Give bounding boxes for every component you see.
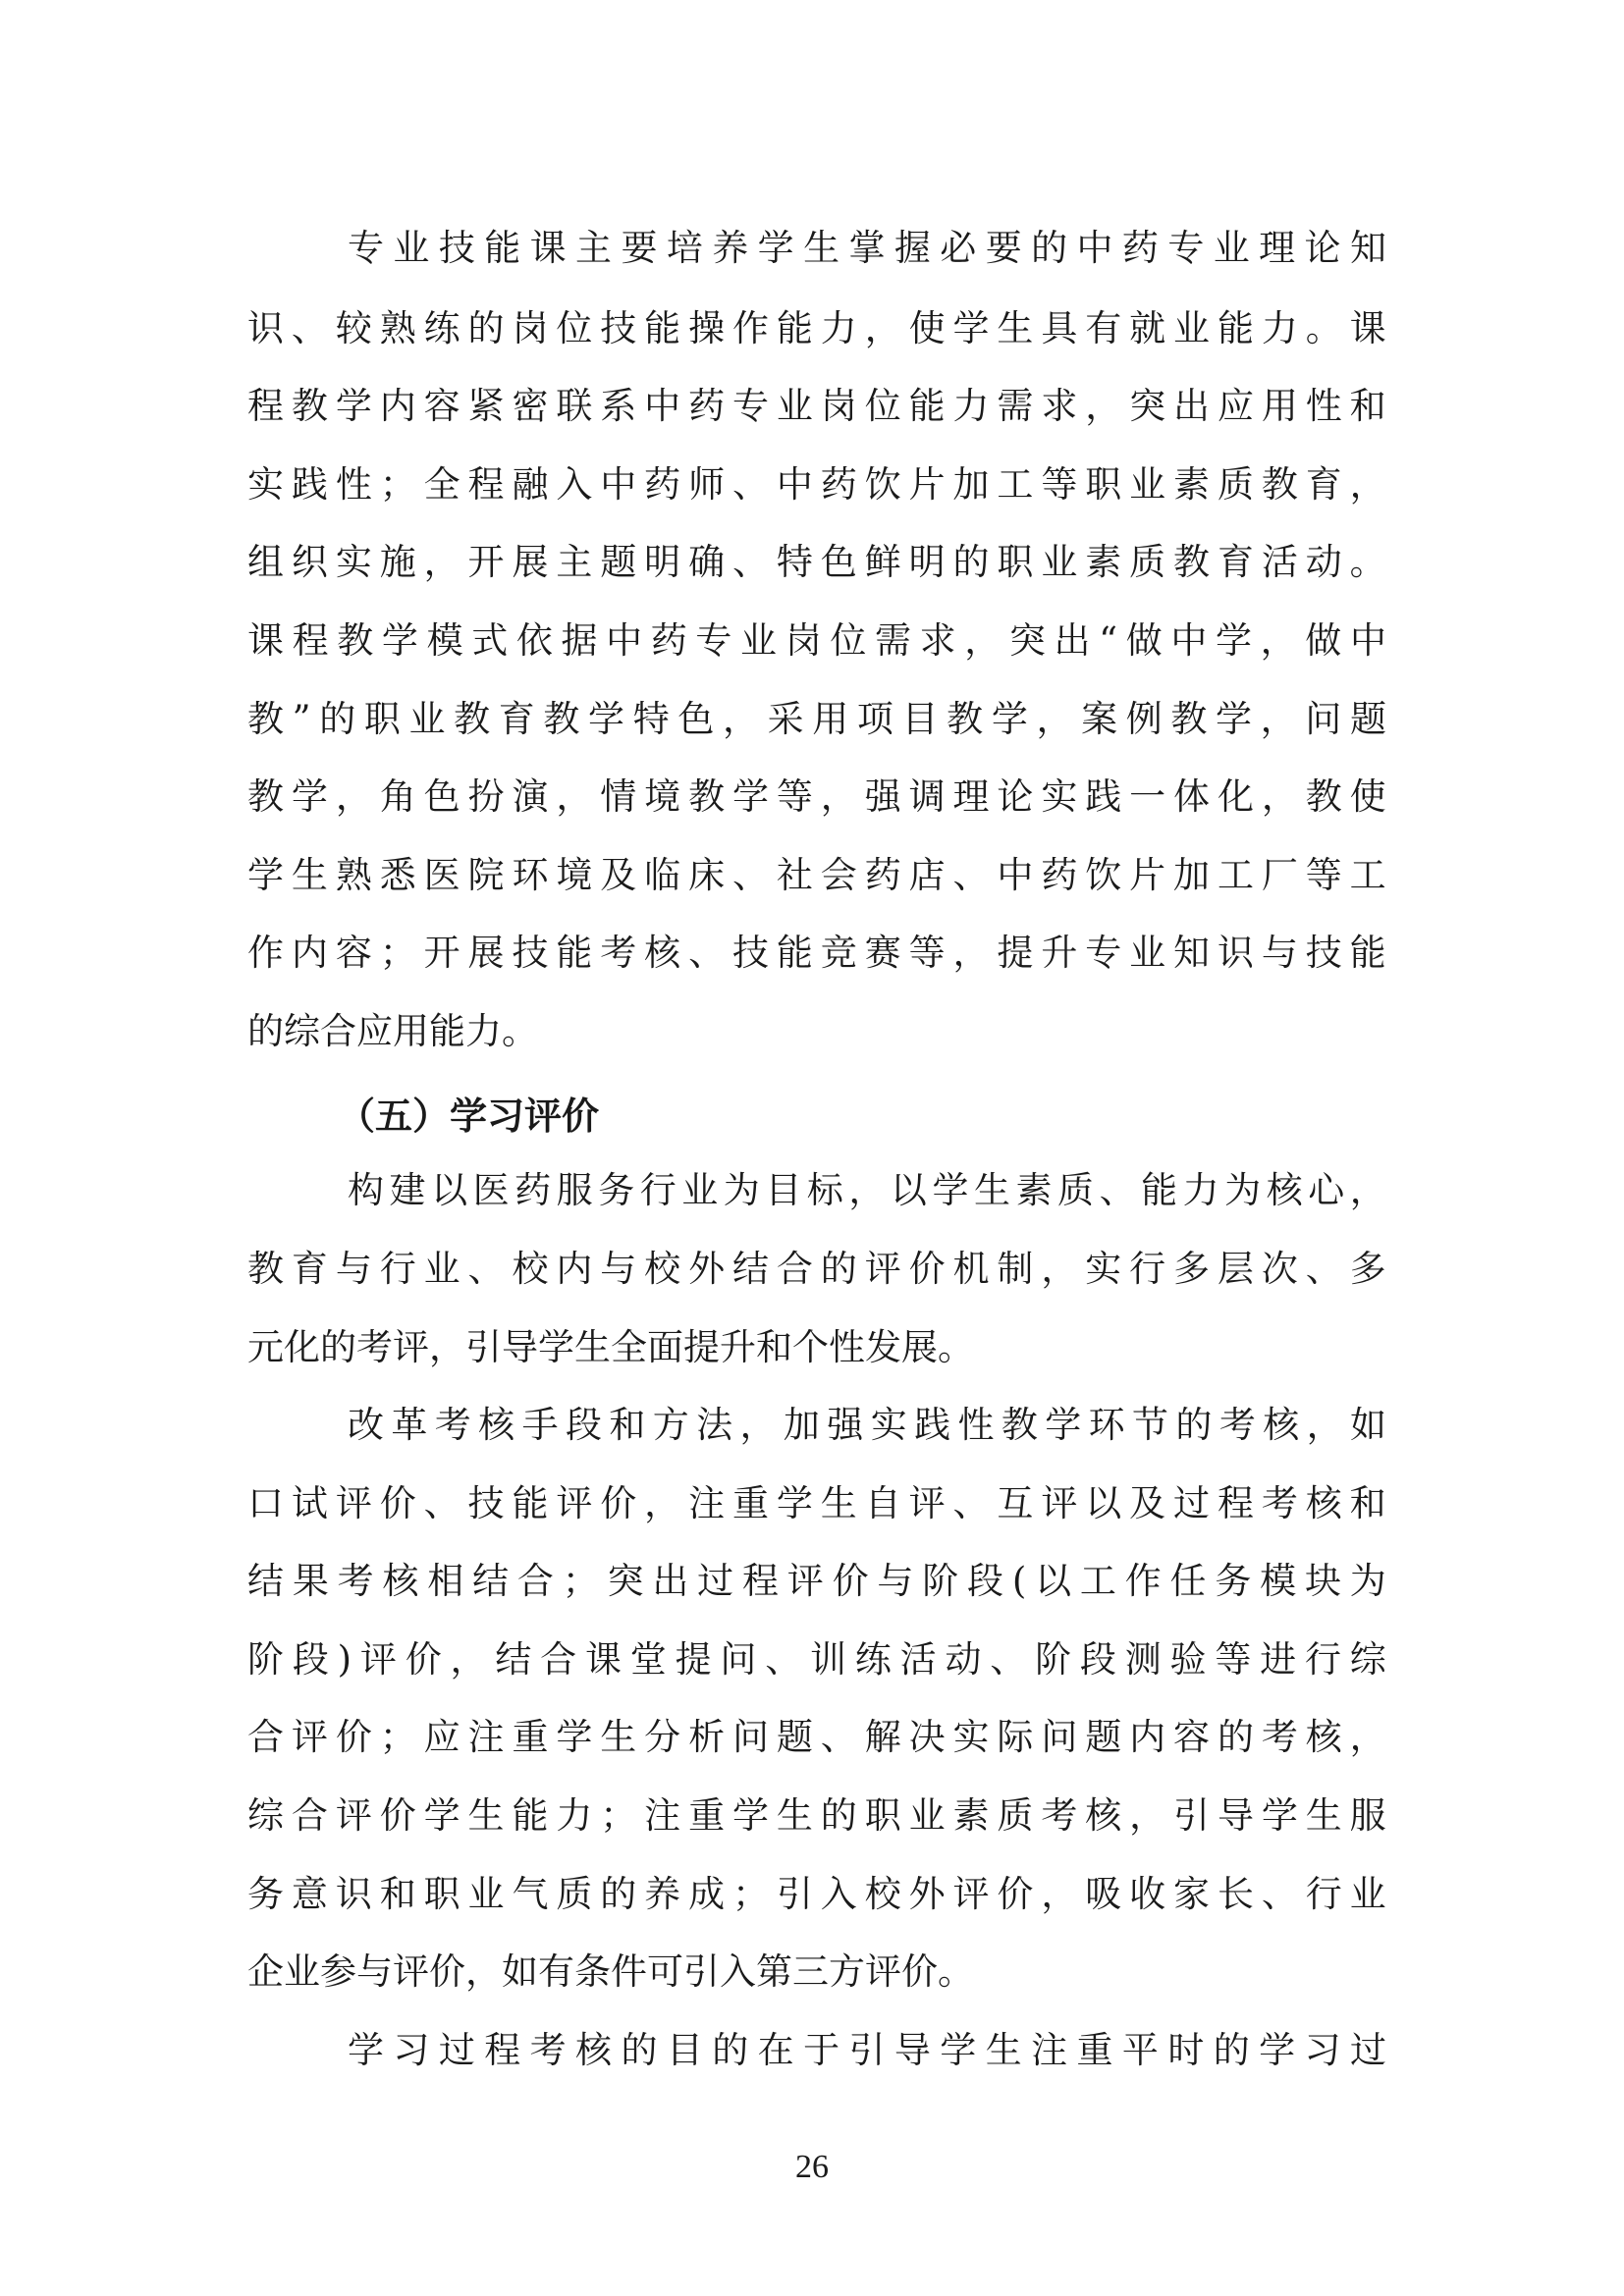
- text-line: 学 生 熟 悉 医 院 环 境 及 临 床 、 社 会 药 店 、 中 药 饮 片 加 工 厂 等 工: [247, 854, 1386, 896]
- text-line: 识 、 较 熟 练 的 岗 位 技 能 操 作 能 力 ， 使 学 生 具 有 就 业 能 力 。 课: [247, 307, 1386, 349]
- page-number: 26: [795, 2149, 829, 2185]
- section-heading: （五）学习评价: [338, 1095, 600, 1138]
- text-line: 合 评 价 ； 应 注 重 学 生 分 析 问 题 、 解 决 实 际 问 题 内 容 的 考 核 ，: [247, 1716, 1386, 1758]
- text-line: 组 织 实 施 ， 开 展 主 题 明 确 、 特 色 鲜 明 的 职 业 素 质 教 育 活 动 。: [247, 541, 1386, 583]
- text-line: 口 试 评 价 、 技 能 评 价 ， 注 重 学 生 自 评 、 互 评 以 及 过 程 考 核 和: [247, 1482, 1386, 1524]
- text-line: 课 程 教 学 模 式 依 据 中 药 专 业 岗 位 需 求 ， 突 出 “ 做 中 学 ， 做 中: [247, 619, 1386, 662]
- text-line: 构 建 以 医 药 服 务 行 业 为 目 标 ， 以 学 生 素 质 、 能 力 为 核 心 ，: [348, 1169, 1386, 1211]
- text-line: 程 教 学 内 容 紧 密 联 系 中 药 专 业 岗 位 能 力 需 求 ， 突 出 应 用 性 和: [247, 385, 1386, 427]
- text-line: 的综合应用能力。: [247, 1010, 538, 1052]
- text-line: 作 内 容 ； 开 展 技 能 考 核 、 技 能 竞 赛 等 ， 提 升 专 业 知 识 与 技 能: [247, 932, 1386, 974]
- text-line: 务 意 识 和 职 业 气 质 的 养 成 ； 引 入 校 外 评 价 ， 吸 收 家 长 、 行 业: [247, 1873, 1386, 1915]
- text-line: 专 业 技 能 课 主 要 培 养 学 生 掌 握 必 要 的 中 药 专 业 理 论 知: [348, 227, 1386, 269]
- text-line: 阶 段 ) 评 价 ， 结 合 课 堂 提 问 、 训 练 活 动 、 阶 段 测 验 等 进 行 综: [247, 1638, 1386, 1681]
- text-line: 综 合 评 价 学 生 能 力 ； 注 重 学 生 的 职 业 素 质 考 核 ， 引 导 学 生 服: [247, 1794, 1386, 1837]
- text-line: 学 习 过 程 考 核 的 目 的 在 于 引 导 学 生 注 重 平 时 的 学 习 过: [348, 2029, 1386, 2071]
- text-line: 元化的考评，引导学生全面提升和个性发展。: [247, 1326, 974, 1368]
- text-line: 教 学 ， 角 色 扮 演 ， 情 境 教 学 等 ， 强 调 理 论 实 践 一 体 化 ， 教 使: [247, 775, 1386, 818]
- text-line: 改 革 考 核 手 段 和 方 法 ， 加 强 实 践 性 教 学 环 节 的 考 核 ， 如: [348, 1404, 1386, 1446]
- text-line: 结 果 考 核 相 结 合 ； 突 出 过 程 评 价 与 阶 段 ( 以 工 作 任 务 模 块 为: [247, 1560, 1386, 1602]
- text-line: 企业参与评价，如有条件可引入第三方评价。: [247, 1950, 974, 1993]
- text-line: 实 践 性 ； 全 程 融 入 中 药 师 、 中 药 饮 片 加 工 等 职 业 素 质 教 育 ，: [247, 463, 1386, 506]
- text-line: 教 ” 的 职 业 教 育 教 学 特 色 ， 采 用 项 目 教 学 ， 案 例 教 学 ， 问 题: [247, 698, 1386, 740]
- text-line: 教 育 与 行 业 、 校 内 与 校 外 结 合 的 评 价 机 制 ， 实 行 多 层 次 、 多: [247, 1248, 1386, 1290]
